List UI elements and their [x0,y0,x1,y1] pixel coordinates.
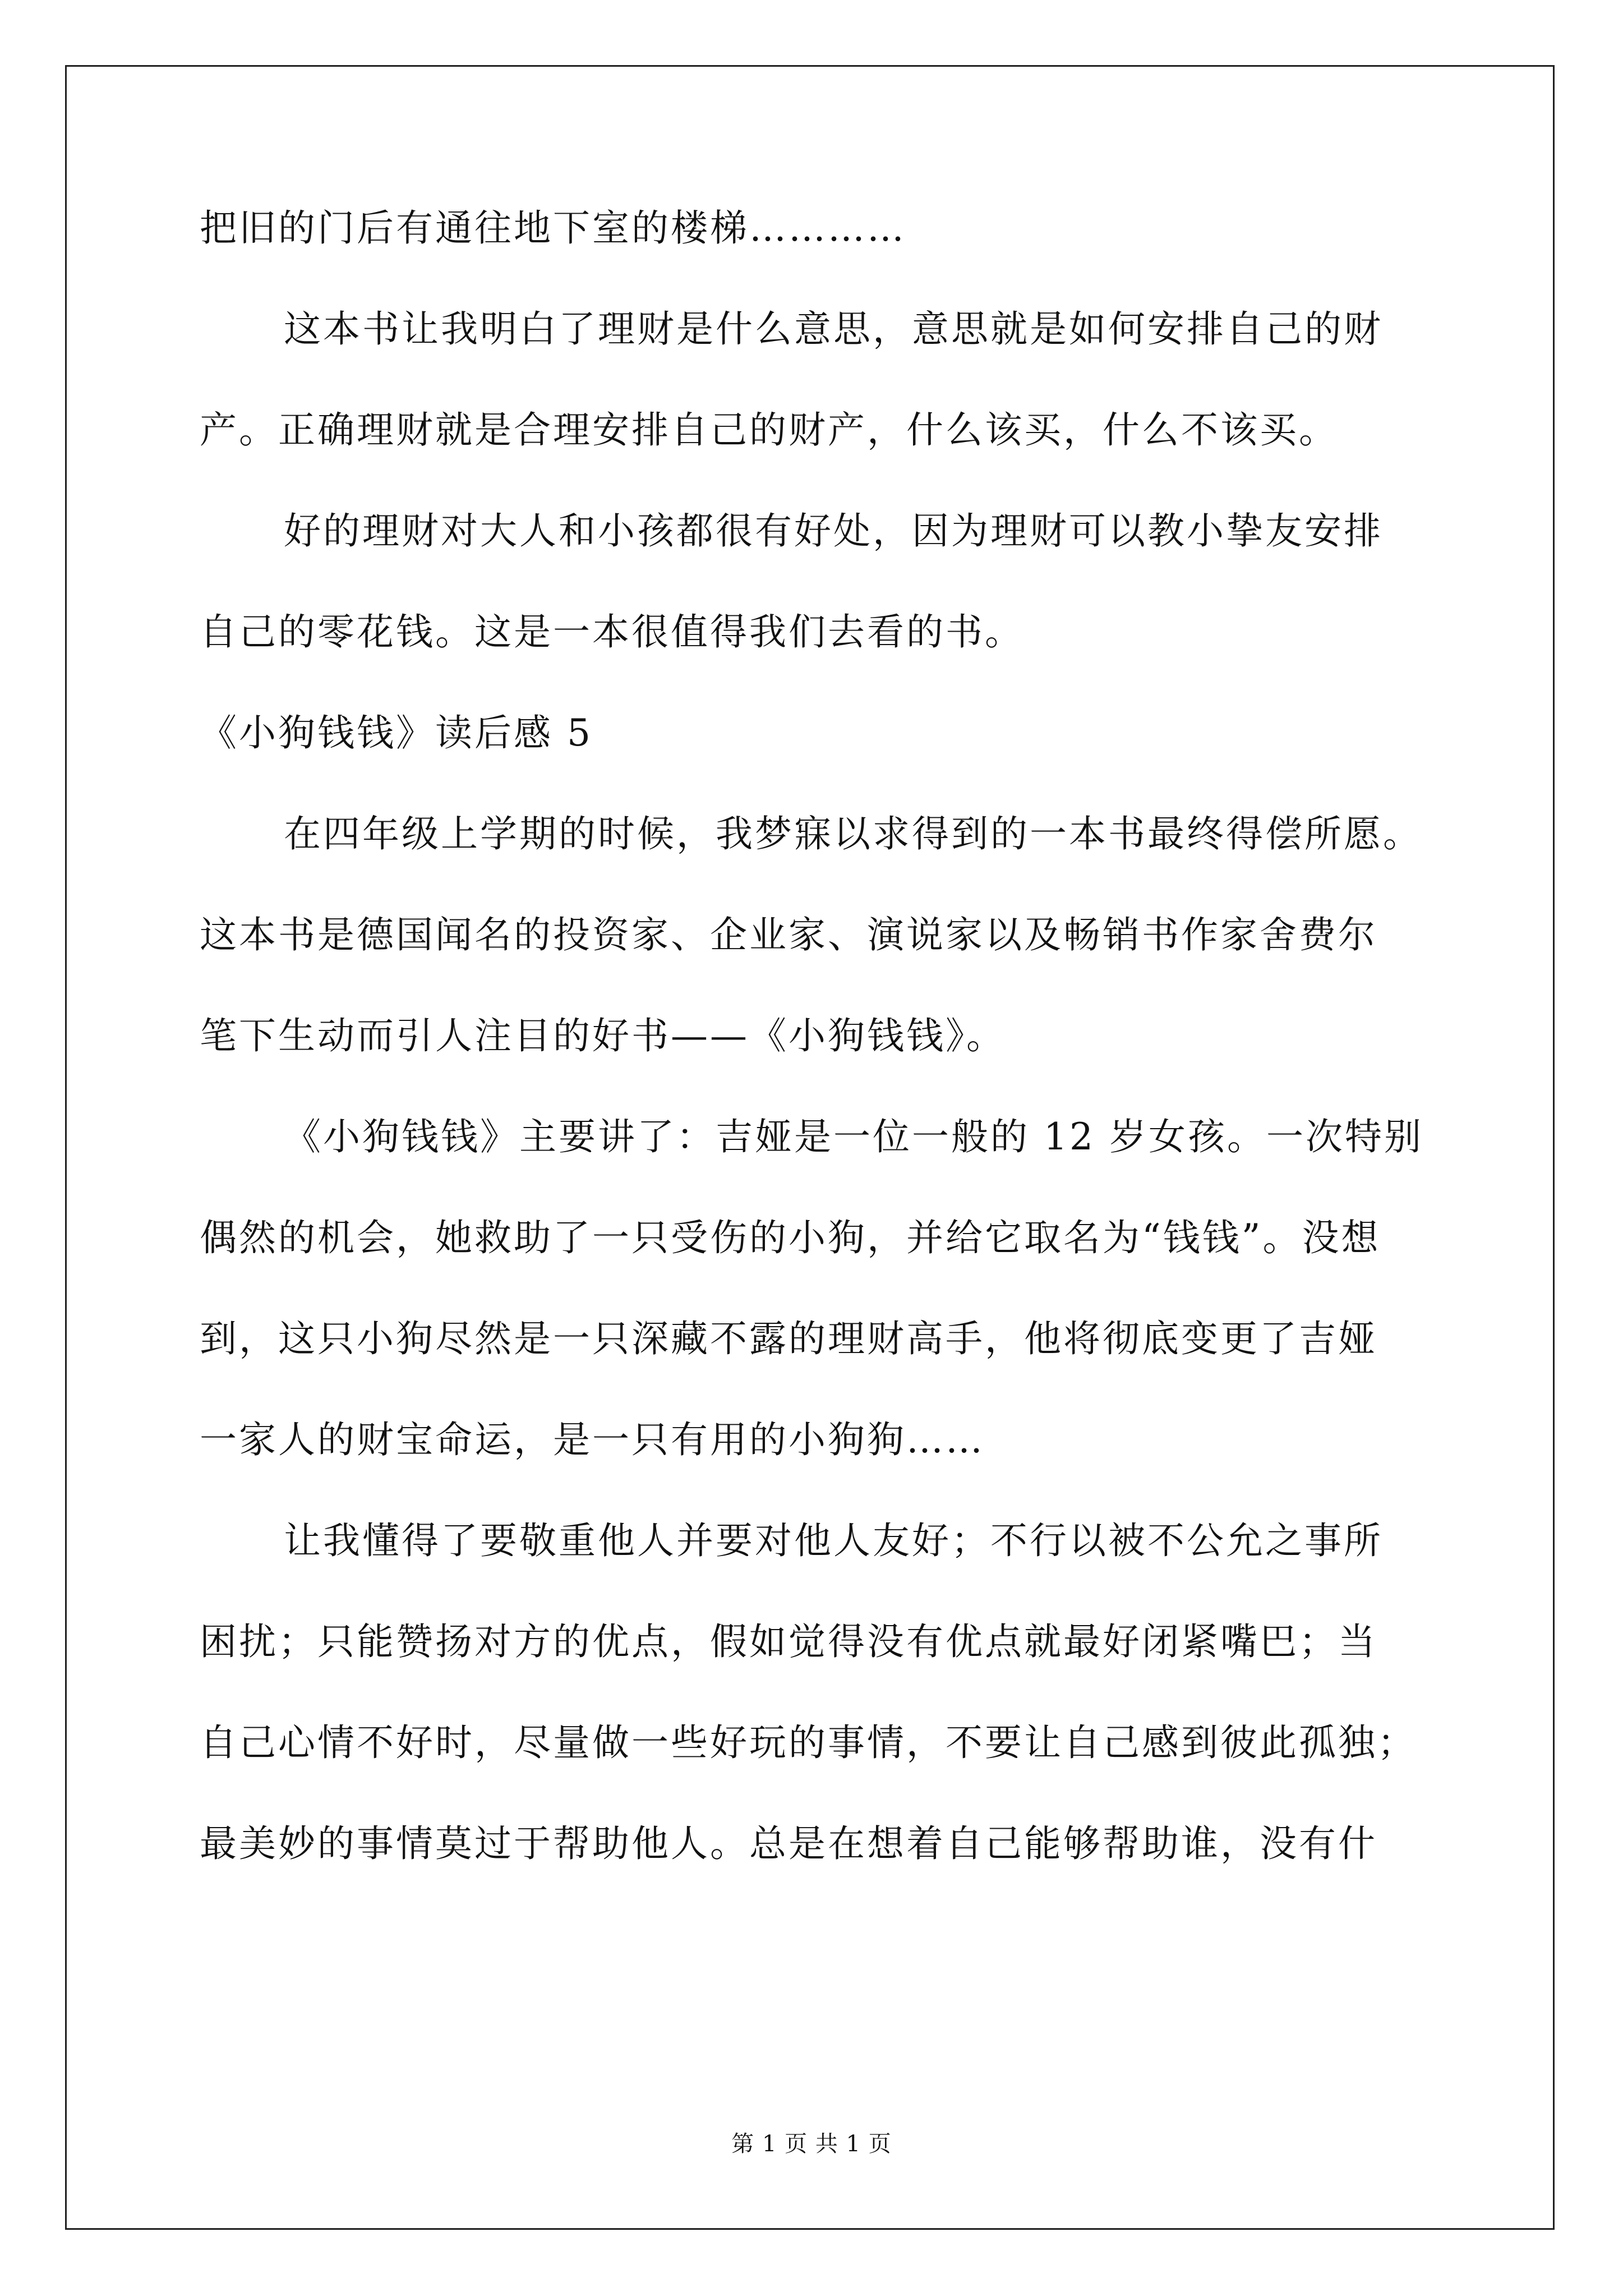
paragraph-line: 最美妙的事情莫过于帮助他人。总是在想着自己能够帮助谁，没有什 [200,1822,1377,1865]
paragraph-line: 产。正确理财就是合理安排自己的财产，什么该买，什么不该买。 [200,408,1338,452]
paragraph-line: 把旧的门后有通往地下室的楼梯………… [200,206,906,250]
paragraph-line: 偶然的机会，她救助了一只受伤的小狗，并给它取名为“钱钱”。没想 [200,1216,1381,1259]
paragraph-line: 到，这只小狗尽然是一只深藏不露的理财高手，他将彻底变更了吉娅 [200,1317,1377,1360]
section-heading: 《小狗钱钱》读后感 5 [200,711,593,754]
paragraph-line: 这本书是德国闻名的投资家、企业家、演说家以及畅销书作家舍费尔 [200,913,1377,956]
paragraph-line: 困扰；只能赞扬对方的优点，假如觉得没有优点就最好闭紧嘴巴；当 [200,1620,1377,1663]
paragraph-line: 好的理财对大人和小孩都很有好处，因为理财可以教小挚友安排 [284,509,1383,553]
paragraph-line: 自己的零花钱。这是一本很值得我们去看的书。 [200,610,1024,654]
paragraph-line: 让我懂得了要敬重他人并要对他人友好；不行以被不公允之事所 [284,1519,1383,1562]
paragraph-line: 《小狗钱钱》主要讲了：吉娅是一位一般的 12 岁女孩。一次特别 [284,1115,1423,1158]
paragraph-line: 在四年级上学期的时候，我梦寐以求得到的一本书最终得偿所愿。 [284,812,1422,855]
paragraph-line: 这本书让我明白了理财是什么意思，意思就是如何安排自己的财 [284,307,1383,351]
paragraph-line: 自己心情不好时，尽量做一些好玩的事情，不要让自己感到彼此孤独； [200,1721,1417,1764]
paragraph-line: 笔下生动而引人注目的好书——《小狗钱钱》。 [200,1014,1006,1057]
page-footer: 第 1 页 共 1 页 [731,2131,892,2157]
paragraph-line: 一家人的财宝命运，是一只有用的小狗狗…… [200,1418,985,1461]
